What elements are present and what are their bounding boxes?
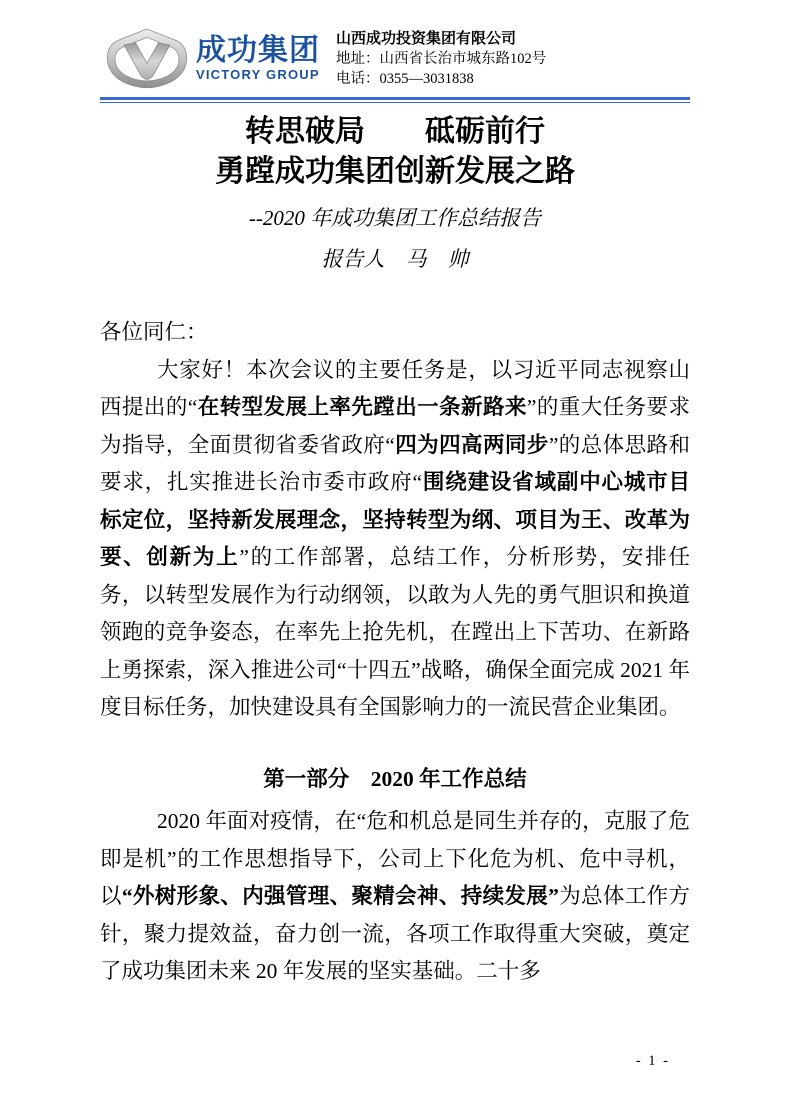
- body-text: [100, 314, 690, 991]
- text-run: 围绕建设省域副中心城市目标定位，坚持新发展理念，坚持转型为纲、项目为王、改革为要、创新为上: [100, 470, 690, 569]
- text-run: “外树形象、内强管理、聚精会神、持续发展”: [121, 884, 559, 908]
- presenter-line: 报告人 马 帅: [321, 247, 469, 271]
- victory-emblem-icon: [100, 26, 194, 90]
- text-run: 四为四高两同步: [394, 432, 549, 457]
- body-paragraph-2: [100, 803, 690, 991]
- section-heading: 第一部分 2020 年工作总结: [263, 766, 527, 791]
- document-subtitle: --2020 年成功集团工作总结报告: [248, 206, 542, 230]
- text-run: 为总体工作方针，聚力提效益，奋力创一流，各项工作取得重大突破，奠定了成功集团未来 20 年发展的坚实基础。二十多: [100, 884, 690, 983]
- text-run: ”的总体思路和要求，扎实推进长治市委市政府“: [100, 432, 690, 494]
- document-body: [100, 112, 690, 991]
- text-run: 大家好！本次会议的主要任务是，以习近平同志视察山西提出的“: [100, 357, 690, 419]
- salutation: 各位同仁：: [100, 320, 208, 344]
- company-address: 地址：山西省长治市城东路102号: [336, 50, 547, 67]
- text-run: 在转型发展上率先蹚出一条新路来: [197, 395, 527, 419]
- document-title: [100, 112, 690, 192]
- document-title-line2: 勇蹚成功集团创新发展之路: [215, 155, 575, 188]
- brand-block: [196, 33, 320, 82]
- text-run: ”的工作部署，总结工作，分析形势，安排任务，以转型发展作为行动纲领，以敢为人先的勇气胆识和换道领跑的竞争姿态，在率先上抢先机，在蹚出上下苦功、在新路上勇探索，深入推进公司“十四五”战略，确保全面完成 2021 年度目标任务，加快建设具有全国影响力的一流民营企业集团。: [100, 545, 690, 719]
- brand-name-cn: 成功集团: [196, 33, 320, 67]
- letterhead-logo-row: [100, 26, 690, 90]
- document-title-line1: 转思破局 砥砺前行: [245, 115, 545, 148]
- letterhead-divider: [100, 97, 690, 103]
- text-run: 2020 年面对疫情，在“危和机总是同生并存的，克服了危即是机”的工作思想指导下，公司上下化危为机、危中寻机，以: [100, 809, 690, 908]
- company-name: 山西成功投资集团有限公司: [336, 29, 517, 47]
- brand-name-en: VICTORY GROUP: [196, 66, 320, 82]
- company-phone: 电话：0355—3031838: [336, 70, 474, 87]
- company-info: [336, 28, 546, 89]
- body-paragraph-1: [100, 352, 690, 727]
- page-number: - 1 -: [635, 1053, 670, 1069]
- text-run: ”的重大任务要求为指导，全面贯彻省委省政府“: [100, 395, 691, 457]
- letterhead: [100, 26, 690, 103]
